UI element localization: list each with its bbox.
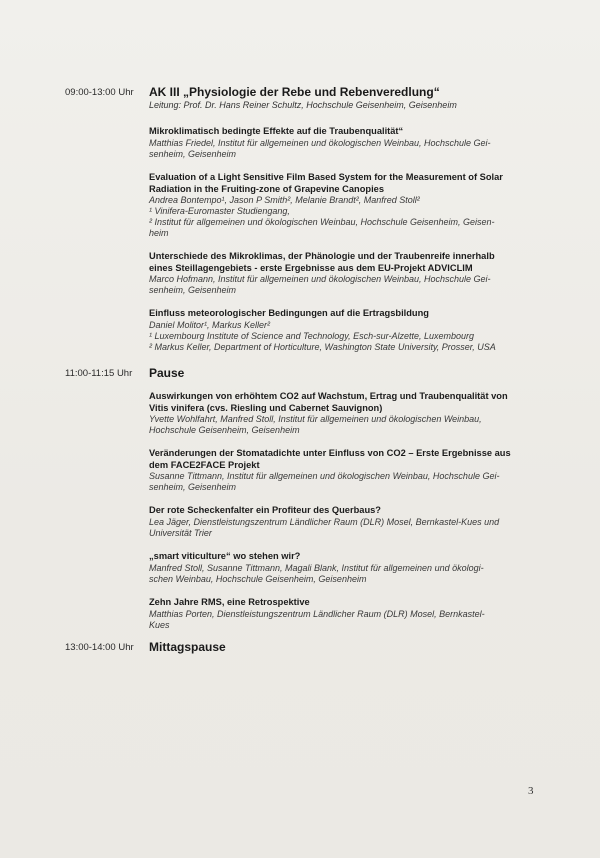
talk-author: Hochschule Geisenheim, Geisenheim [149,425,300,435]
talk-affiliation: ¹ Vinifera-Euromaster Studiengang, [149,206,290,216]
talk-6 [149,448,544,493]
talk-title: Radiation in the Fruiting-zone of Grapevine Canopies [149,183,385,194]
talk-title: „smart viticulture“ wo stehen wir? [149,551,301,561]
talk-author: senheim, Geisenheim [149,482,237,492]
talk-author: senheim, Geisenheim [149,148,237,159]
talk-title: Mikroklimatisch bedingte Effekte auf die Traubenqualität“ [149,126,404,136]
talk-affiliation: heim [149,228,169,238]
talk-5 [149,391,544,436]
talk-title: Einfluss meteorologischer Bedingungen auf die Ertragsbildung [149,308,429,318]
talk-author: schen Weinbau, Hochschule Geisenheim, Geisenheim [149,573,367,584]
talk-8 [149,551,544,585]
talk-3 [149,251,544,296]
session-title: Mittagspause [149,640,226,654]
talk-title: Zehn Jahre RMS, eine Retrospektive [149,597,310,607]
talk-author: Manfred Stoll, Susanne Tittmann, Magali Blank, Institut für allgemeinen und ökologi- [149,562,484,573]
talk-title: Unterschiede des Mikroklimas, der Phänologie und der Traubenreife innerhalb [149,251,495,261]
session-time: 11:00-11:15 Uhr [65,368,133,379]
talk-affiliation: ² Institut für allgemeinen und ökologischen Weinbau, Hochschule Geisenheim, Geisen- [149,217,495,227]
talk-title: eines Steillagengebiets - erste Ergebnisse aus dem EU-Projekt ADVICLIM [149,262,473,273]
talk-author: Matthias Friedel, Institut für allgemeinen und ökologischen Weinbau, Hochschule Gei- [149,137,491,148]
session-time: 09:00-13:00 Uhr [65,87,134,98]
session-title: Pause [149,366,185,380]
talk-author: Marco Hofmann, Institut für allgemeinen und ökologischen Weinbau, Hochschule Gei- [149,274,491,284]
talk-9 [149,597,544,631]
session-chair: Leitung: Prof. Dr. Hans Reiner Schultz, Hochschule Geisenheim, Geisenheim [149,100,457,110]
talk-title: Auswirkungen von erhöhtem CO2 auf Wachstum, Ertrag und Traubenqualität von [149,391,508,401]
talk-title: Evaluation of a Light Sensitive Film Based System for the Measurement of Solar [149,172,503,182]
talk-title: Vitis vinifera (cvs. Riesling und Cabernet Sauvignon) [149,402,383,413]
talk-2 [149,172,544,239]
talk-affiliation: ² Markus Keller, Department of Horticulture, Washington State University, Prosser, USA [149,341,496,352]
talk-author: Lea Jäger, Dienstleistungszentrum Ländlicher Raum (DLR) Mosel, Bernkastel-Kues und [149,516,500,527]
talk-title: Veränderungen der Stomatadichte unter Einfluss von CO2 – Erste Ergebnisse aus [149,448,511,458]
talk-author: senheim, Geisenheim [149,285,237,295]
talk-title: Der rote Scheckenfalter ein Profiteur des Querbaus? [149,505,381,515]
talk-author: Universität Trier [149,527,212,538]
talk-author: Susanne Tittmann, Institut für allgemeinen und ökologischen Weinbau, Hochschule Gei- [149,471,500,481]
talk-author: Matthias Porten, Dienstleistungszentrum Ländlicher Raum (DLR) Mosel, Bernkastel- [149,608,485,619]
talk-author: Daniel Molitor¹, Markus Keller² [149,319,271,330]
page-number: 3 [528,785,534,797]
session-time: 13:00-14:00 Uhr [65,642,134,653]
session-title: AK III „Physiologie der Rebe und Rebenveredlung“ [149,85,440,99]
talk-7 [149,505,544,539]
talk-author: Kues [149,619,170,630]
talk-1 [149,126,544,160]
talk-author: Andrea Bontempo¹, Jason P Smith², Melanie Brandt², Manfred Stoll² [149,195,420,205]
talk-affiliation: ¹ Luxembourg Institute of Science and Technology, Esch-sur-Alzette, Luxembourg [149,330,475,341]
talk-title: dem FACE2FACE Projekt [149,459,260,470]
talk-4 [149,308,544,353]
talk-author: Yvette Wohlfahrt, Manfred Stoll, Institut für allgemeinen und ökologischen Weinbau, [149,414,482,424]
